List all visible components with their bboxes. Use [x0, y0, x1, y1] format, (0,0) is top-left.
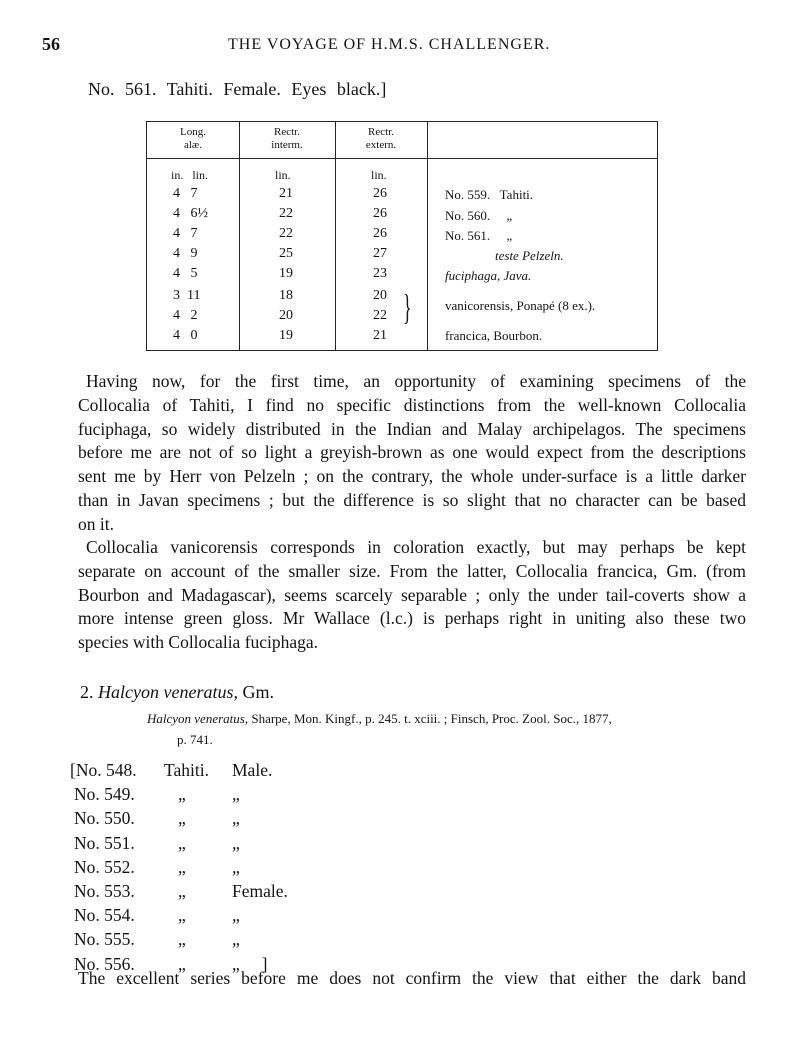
- cell-rectr-extern: 22: [373, 308, 387, 323]
- specimen-sex: „: [232, 832, 240, 853]
- specimen-number: No. 556.: [74, 953, 135, 974]
- cell-rectr-interm: 25: [279, 246, 293, 261]
- specimen-locality: „: [178, 832, 186, 853]
- table-column-divider: [335, 122, 336, 350]
- table-column-divider: [239, 122, 240, 350]
- specimen-number: No. 553.: [74, 881, 135, 901]
- paragraph-collocalia-tahiti: Having now, for the first time, an opportunity of examining specimens of the Collocalia of Tahiti, I find no specific distinctions from the well-known Collocalia fuciphaga, so widely distributed in the Indian and Malay archipelagos. The specimens before me are not of so light a greyish-brown as one would expect from the descriptions sent me by Herr von Pelzeln ; on the contrary, the whole under-surface is a little darker than in Javan specimens ; but the difference is so slight that no character can be based on it.: [78, 371, 746, 534]
- specimen-sex: Male.: [232, 760, 273, 780]
- specimen-sex: „: [232, 784, 240, 805]
- table-column-divider: [427, 122, 428, 350]
- specimen-sex: „ ]: [232, 953, 268, 974]
- cell-long-alae: 4 5: [173, 266, 198, 281]
- table-header-rule: [147, 158, 657, 159]
- specimen-number: No. 550.: [74, 808, 135, 829]
- specimen-number: [No. 548.: [70, 760, 137, 780]
- running-head: THE VOYAGE OF H.M.S. CHALLENGER.: [228, 36, 551, 53]
- cell-rectr-extern: 27: [373, 246, 387, 261]
- cell-rectr-interm: 19: [279, 328, 293, 343]
- specimen-locality: „: [178, 953, 186, 974]
- cell-long-alae: 4 6½: [173, 206, 208, 221]
- paragraph-collocalia-vanicorensis: Collocalia vanicorensis corresponds in coloration exactly, but may perhaps be kept separate on account of the smaller size. From the latter, Collocalia francica, Gm. (from Bourbon and Madagascar), seems scarcely separable ; only the under tail-coverts show a more intense green gloss. Mr Wallace (l.c.) is perhaps right in uniting also these two species with Collocalia fuciphaga.: [78, 537, 746, 653]
- table-remark: fuciphaga, Java.: [445, 268, 532, 283]
- specimen-locality: „: [178, 808, 186, 829]
- measurement-table: [146, 121, 658, 351]
- specimen-locality: Tahiti.: [164, 760, 209, 780]
- cell-rectr-interm: 20: [279, 308, 293, 323]
- table-remark: teste Pelzeln.: [495, 248, 564, 263]
- cell-rectr-extern: 26: [373, 226, 387, 241]
- closing-line: The excellent series before me does not confirm the view that either the dark band: [78, 968, 746, 988]
- specimen-number: No. 551.: [74, 832, 135, 853]
- cell-long-alae: 4 7: [173, 186, 198, 201]
- table-units: in. lin.: [171, 168, 209, 182]
- cell-long-alae: 4 2: [173, 308, 198, 323]
- cell-rectr-extern: 26: [373, 206, 387, 221]
- grouping-brace: }: [403, 287, 412, 327]
- specimen-sex: „: [232, 905, 240, 926]
- page-number: 56: [42, 34, 60, 54]
- bibliographic-reference: Halcyon veneratus, Sharpe, Mon. Kingf., p. 245. t. xciii. ; Finsch, Proc. Zool. Soc., 1877, p. 741.: [147, 711, 612, 747]
- table-header-rectr-interm: Rectr. interm.: [271, 126, 303, 151]
- cell-rectr-extern: 20: [373, 288, 387, 303]
- section-heading: 2. Halcyon veneratus, Gm.: [80, 682, 274, 702]
- cell-rectr-interm: 19: [279, 266, 293, 281]
- table-units: lin.: [371, 168, 387, 182]
- specimen-locality: „: [178, 929, 186, 950]
- cell-long-alae: 4 7: [173, 226, 198, 241]
- specimen-locality: „: [178, 905, 186, 926]
- specimen-sex: „: [232, 856, 240, 877]
- table-remark: vanicorensis, Ponapé (8 ex.).: [445, 298, 596, 313]
- specimen-sex: „: [232, 808, 240, 829]
- species-name: Halcyon veneratus: [98, 682, 234, 702]
- specimen-number: No. 552.: [74, 856, 135, 877]
- specimen-locality: „: [178, 881, 186, 901]
- table-header-long-alae: Long. alæ.: [180, 126, 206, 151]
- specimen-sex: Female.: [232, 881, 288, 901]
- cell-long-alae: 4 0: [173, 328, 198, 343]
- specimen-locality: „: [178, 784, 186, 805]
- table-header-rectr-extern: Rectr. extern.: [365, 126, 397, 151]
- table-remark: No. 561. „: [445, 228, 513, 243]
- cell-rectr-interm: 22: [279, 226, 293, 241]
- table-remark: No. 559. Tahiti.: [445, 187, 534, 202]
- cell-rectr-extern: 26: [373, 186, 387, 201]
- specimen-line: No. 561. Tahiti. Female. Eyes black.]: [88, 79, 387, 99]
- specimen-sex: „: [232, 929, 240, 950]
- cell-rectr-interm: 21: [279, 186, 293, 201]
- table-units: lin.: [275, 168, 291, 182]
- table-remark: francica, Bourbon.: [445, 328, 543, 343]
- specimen-number: No. 549.: [74, 784, 135, 805]
- cell-long-alae: 4 9: [173, 246, 198, 261]
- cell-rectr-interm: 22: [279, 206, 293, 221]
- specimen-locality: „: [178, 856, 186, 877]
- cell-long-alae: 3 11: [173, 288, 201, 303]
- specimen-number: No. 554.: [74, 905, 135, 926]
- specimen-number: No. 555.: [74, 929, 135, 950]
- cell-rectr-extern: 21: [373, 328, 387, 343]
- cell-rectr-extern: 23: [373, 266, 387, 281]
- cell-rectr-interm: 18: [279, 288, 293, 303]
- table-remark: No. 560. „: [445, 208, 513, 223]
